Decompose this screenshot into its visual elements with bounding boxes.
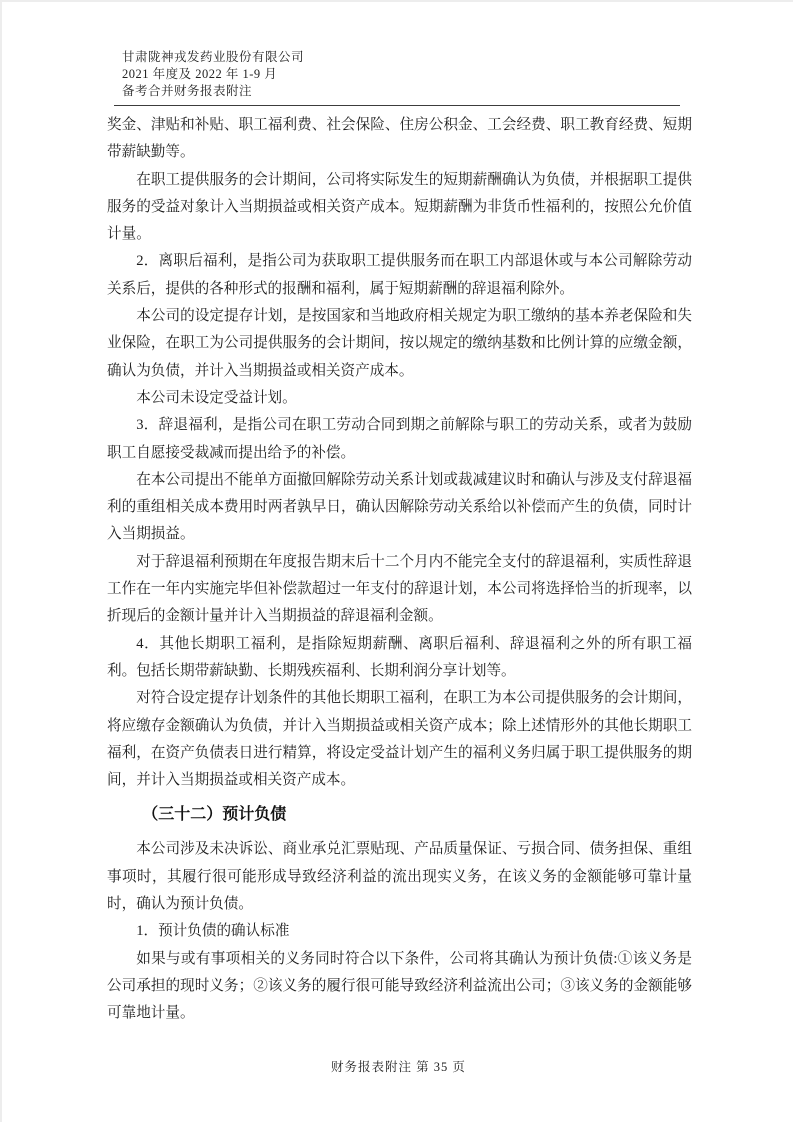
paragraph: 对符合设定提存计划条件的其他长期职工福利，在职工为本公司提供服务的会计期间，将应缴存金额确认为负债，并计入当期损益或相关资产成本；除上述情形外的其他长期职工福利，在资产负债表日进行精算，将设定受益计划产生的福利义务归属于职工提供服务的期间，并计入当期损益或相关资产成本。 (107, 690, 692, 789)
header-period: 2021 年度及 2022 年 1-9 月 (122, 67, 278, 81)
paragraph: 奖金、津贴和补贴、职工福利费、社会保险、住房公积金、工会经费、职工教育经费、短期带薪缺勤等。 (107, 117, 692, 161)
paragraph: 在本公司提出不能单方面撤回解除劳动关系计划或裁减建议时和确认与涉及支付辞退福利的重组相关成本费用时两者孰早日，确认因解除劳动关系给以补偿而产生的负债，同时计入当期损益。 (107, 471, 692, 543)
page-header (122, 49, 304, 100)
header-divider (114, 105, 680, 106)
paragraph: 如果与或有事项相关的义务同时符合以下条件，公司将其确认为预计负债:①该义务是公司承担的现时义务；②该义务的履行很可能导致经济利益流出公司；③该义务的金额能够可靠地计量。 (107, 950, 692, 1022)
paragraph: 本公司涉及未决诉讼、商业承兑汇票贴现、产品质量保证、亏损合同、债务担保、重组事项时，其履行很可能形成导致经济利益的流出现实义务，在该义务的金额能够可靠计量时，确认为预计负债。 (107, 841, 692, 913)
page-footer (2, 1057, 793, 1075)
paragraph: 1．预计负债的确认标准 (136, 923, 290, 940)
paragraph: 本公司的设定提存计划，是按国家和当地政府相关规定为职工缴纳的基本养老保险和失业保险，在职工为公司提供服务的会计期间，按以规定的缴纳基数和比例计算的应缴金额，确认为负债，并计入当期损益或相关资产成本。 (107, 308, 692, 379)
paragraph: 3．辞退福利，是指公司在职工劳动合同到期之前解除与职工的劳动关系，或者为鼓励职工自愿接受裁减而提出给予的补偿。 (107, 417, 692, 461)
paragraph: 在职工提供服务的会计期间，公司将实际发生的短期薪酬确认为负债，并根据职工提供服务的受益对象计入当期损益或相关资产成本。短期薪酬为非货币性福利的，按照公允价值计量。 (107, 171, 692, 243)
header-company: 甘肃陇神戎发药业股份有限公司 (122, 50, 305, 64)
paragraph: 2．离职后福利，是指公司为获取职工提供服务而在职工内部退休或与本公司解除劳动关系后，提供的各种形式的报酬和福利，属于短期薪酬的辞退福利除外。 (107, 253, 692, 297)
paragraph: 对于辞退福利预期在年度报告期末后十二个月内不能完全支付的辞退福利，实质性辞退工作在一年内实施完毕但补偿款超过一年支付的辞退计划，本公司将选择恰当的折现率，以折现后的金额计量并计入当期损益的辞退福利金额。 (107, 553, 692, 625)
header-doc-title: 备考合并财务报表附注 (122, 84, 253, 98)
footer-page-label: 财务报表附注 第 35 页 (331, 1060, 466, 1074)
paragraph: 4．其他长期职工福利，是指除短期薪酬、离职后福利、辞退福利之外的所有职工福利。包括长期带薪缺勤、长期残疾福利、长期利润分享计划等。 (107, 635, 692, 679)
document-body (107, 112, 692, 1028)
section-heading-provisions: （三十二）预计负债 (142, 806, 287, 824)
paragraph: 本公司未设定受益计划。 (136, 389, 297, 406)
